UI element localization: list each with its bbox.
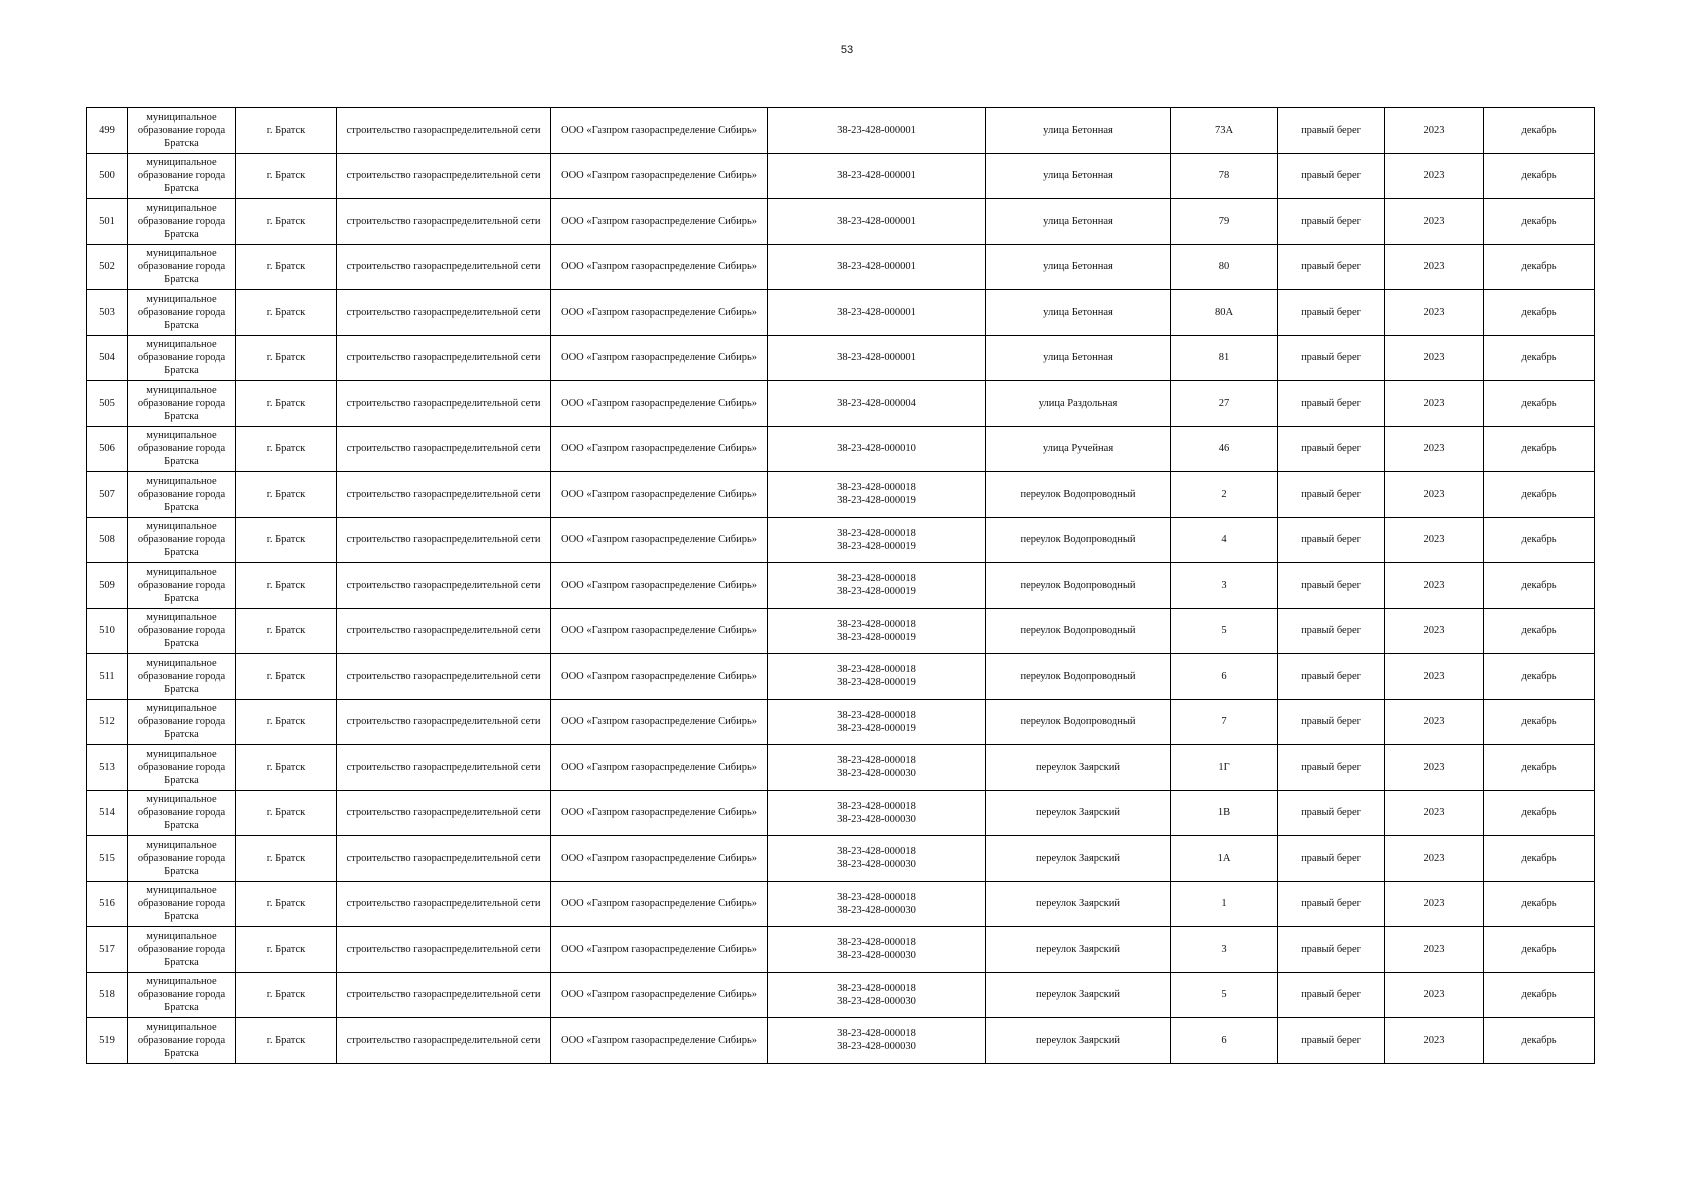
city-cell: г. Братск [236,381,337,427]
bank-cell: правый берег [1278,608,1385,654]
city-cell: г. Братск [236,153,337,199]
city-cell: г. Братск [236,790,337,836]
organization-cell: ООО «Газпром газораспределение Сибирь» [551,472,768,518]
row-number: 499 [87,108,128,154]
house-cell: 1 [1171,881,1278,927]
city-cell: г. Братск [236,472,337,518]
cadastral-cell [768,563,986,609]
bank-cell: правый берег [1278,381,1385,427]
month-cell: декабрь [1484,153,1595,199]
year-cell: 2023 [1385,244,1484,290]
municipality-cell: муниципальное образование города Братска [128,836,236,882]
row-number: 512 [87,699,128,745]
row-number: 518 [87,972,128,1018]
cadastral-cell [768,108,986,154]
organization-cell: ООО «Газпром газораспределение Сибирь» [551,972,768,1018]
month-cell: декабрь [1484,290,1595,336]
object-cell: строительство газораспределительной сети [337,608,551,654]
municipality-cell: муниципальное образование города Братска [128,790,236,836]
cadastral-cell [768,836,986,882]
cadastral-cell [768,153,986,199]
cadastral-number: 38-23-428-000018 [837,573,916,585]
organization-cell: ООО «Газпром газораспределение Сибирь» [551,927,768,973]
bank-cell: правый берег [1278,472,1385,518]
house-cell: 1А [1171,836,1278,882]
cadastral-number: 38-23-428-000019 [837,495,916,507]
house-cell: 81 [1171,335,1278,381]
month-cell: декабрь [1484,335,1595,381]
row-number: 513 [87,745,128,791]
cadastral-number: 38-23-428-000018 [837,846,916,858]
object-cell: строительство газораспределительной сети [337,927,551,973]
object-cell: строительство газораспределительной сети [337,1018,551,1064]
cadastral-cell [768,972,986,1018]
house-cell: 27 [1171,381,1278,427]
cadastral-number: 38-23-428-000018 [837,664,916,676]
table-row [87,335,1595,381]
year-cell: 2023 [1385,927,1484,973]
year-cell: 2023 [1385,517,1484,563]
object-cell: строительство газораспределительной сети [337,654,551,700]
cadastral-number: 38-23-428-000030 [837,768,916,780]
month-cell: декабрь [1484,654,1595,700]
bank-cell: правый берег [1278,790,1385,836]
month-cell: декабрь [1484,927,1595,973]
month-cell: декабрь [1484,881,1595,927]
table-row [87,153,1595,199]
object-cell: строительство газораспределительной сети [337,881,551,927]
bank-cell: правый берег [1278,699,1385,745]
cadastral-number: 38-23-428-000030 [837,904,916,916]
table-row [87,517,1595,563]
cadastral-cell [768,335,986,381]
organization-cell: ООО «Газпром газораспределение Сибирь» [551,836,768,882]
bank-cell: правый берег [1278,108,1385,154]
city-cell: г. Братск [236,654,337,700]
organization-cell: ООО «Газпром газораспределение Сибирь» [551,699,768,745]
organization-cell: ООО «Газпром газораспределение Сибирь» [551,654,768,700]
year-cell: 2023 [1385,290,1484,336]
table-row [87,654,1595,700]
municipality-cell: муниципальное образование города Братска [128,244,236,290]
bank-cell: правый берег [1278,244,1385,290]
table-row [87,790,1595,836]
city-cell: г. Братск [236,608,337,654]
municipality-cell: муниципальное образование города Братска [128,608,236,654]
object-cell: строительство газораспределительной сети [337,699,551,745]
organization-cell: ООО «Газпром газораспределение Сибирь» [551,1018,768,1064]
row-number: 514 [87,790,128,836]
registry-rows [87,108,1595,1064]
house-cell: 80А [1171,290,1278,336]
bank-cell: правый берег [1278,290,1385,336]
house-cell: 80 [1171,244,1278,290]
street-cell: переулок Заярский [986,836,1171,882]
city-cell: г. Братск [236,836,337,882]
month-cell: декабрь [1484,244,1595,290]
bank-cell: правый берег [1278,1018,1385,1064]
street-cell: улица Бетонная [986,290,1171,336]
cadastral-number: 38-23-428-000018 [837,618,916,630]
street-cell: переулок Водопроводный [986,563,1171,609]
object-cell: строительство газораспределительной сети [337,381,551,427]
cadastral-number: 38-23-428-000001 [837,170,916,182]
table-row [87,199,1595,245]
street-cell: переулок Водопроводный [986,654,1171,700]
table-row [87,381,1595,427]
month-cell: декабрь [1484,699,1595,745]
year-cell: 2023 [1385,836,1484,882]
object-cell: строительство газораспределительной сети [337,153,551,199]
month-cell: декабрь [1484,836,1595,882]
bank-cell: правый берег [1278,881,1385,927]
municipality-cell: муниципальное образование города Братска [128,699,236,745]
year-cell: 2023 [1385,699,1484,745]
street-cell: переулок Водопроводный [986,608,1171,654]
table-row [87,108,1595,154]
street-cell: переулок Заярский [986,972,1171,1018]
cadastral-number: 38-23-428-000018 [837,482,916,494]
object-cell: строительство газораспределительной сети [337,335,551,381]
object-cell: строительство газораспределительной сети [337,972,551,1018]
row-number: 503 [87,290,128,336]
bank-cell: правый берег [1278,153,1385,199]
municipality-cell: муниципальное образование города Братска [128,426,236,472]
cadastral-number: 38-23-428-000004 [837,397,916,409]
bank-cell: правый берег [1278,654,1385,700]
row-number: 502 [87,244,128,290]
table-row [87,426,1595,472]
cadastral-number: 38-23-428-000019 [837,540,916,552]
municipality-cell: муниципальное образование города Братска [128,654,236,700]
object-cell: строительство газораспределительной сети [337,836,551,882]
municipality-cell: муниципальное образование города Братска [128,927,236,973]
table-row [87,290,1595,336]
city-cell: г. Братск [236,335,337,381]
cadastral-cell [768,1018,986,1064]
cadastral-number: 38-23-428-000018 [837,709,916,721]
page-number: 53 [840,44,854,56]
street-cell: улица Бетонная [986,199,1171,245]
table-row [87,563,1595,609]
street-cell: улица Ручейная [986,426,1171,472]
object-cell: строительство газораспределительной сети [337,745,551,791]
organization-cell: ООО «Газпром газораспределение Сибирь» [551,881,768,927]
municipality-cell: муниципальное образование города Братска [128,108,236,154]
house-cell: 6 [1171,1018,1278,1064]
year-cell: 2023 [1385,199,1484,245]
cadastral-cell [768,517,986,563]
cadastral-number: 38-23-428-000018 [837,800,916,812]
municipality-cell: муниципальное образование города Братска [128,563,236,609]
cadastral-number: 38-23-428-000030 [837,859,916,871]
object-cell: строительство газораспределительной сети [337,108,551,154]
row-number: 509 [87,563,128,609]
cadastral-number: 38-23-428-000018 [837,527,916,539]
row-number: 505 [87,381,128,427]
cadastral-cell [768,199,986,245]
municipality-cell: муниципальное образование города Братска [128,335,236,381]
month-cell: декабрь [1484,426,1595,472]
street-cell: переулок Водопроводный [986,517,1171,563]
organization-cell: ООО «Газпром газораспределение Сибирь» [551,244,768,290]
row-number: 504 [87,335,128,381]
house-cell: 79 [1171,199,1278,245]
cadastral-cell [768,472,986,518]
city-cell: г. Братск [236,426,337,472]
cadastral-cell [768,699,986,745]
house-cell: 3 [1171,927,1278,973]
street-cell: переулок Заярский [986,881,1171,927]
table-row [87,881,1595,927]
registry-table [86,107,1595,1064]
house-cell: 1В [1171,790,1278,836]
organization-cell: ООО «Газпром газораспределение Сибирь» [551,517,768,563]
street-cell: переулок Заярский [986,1018,1171,1064]
bank-cell: правый берег [1278,335,1385,381]
cadastral-number: 38-23-428-000030 [837,950,916,962]
municipality-cell: муниципальное образование города Братска [128,745,236,791]
cadastral-number: 38-23-428-000019 [837,631,916,643]
month-cell: декабрь [1484,608,1595,654]
municipality-cell: муниципальное образование города Братска [128,472,236,518]
object-cell: строительство газораспределительной сети [337,472,551,518]
cadastral-cell [768,654,986,700]
house-cell: 3 [1171,563,1278,609]
table-row [87,836,1595,882]
month-cell: декабрь [1484,1018,1595,1064]
city-cell: г. Братск [236,745,337,791]
city-cell: г. Братск [236,199,337,245]
house-cell: 4 [1171,517,1278,563]
municipality-cell: муниципальное образование города Братска [128,972,236,1018]
year-cell: 2023 [1385,472,1484,518]
year-cell: 2023 [1385,790,1484,836]
city-cell: г. Братск [236,108,337,154]
organization-cell: ООО «Газпром газораспределение Сибирь» [551,790,768,836]
cadastral-number: 38-23-428-000030 [837,995,916,1007]
object-cell: строительство газораспределительной сети [337,290,551,336]
bank-cell: правый берег [1278,563,1385,609]
row-number: 516 [87,881,128,927]
municipality-cell: муниципальное образование города Братска [128,199,236,245]
cadastral-cell [768,790,986,836]
cadastral-number: 38-23-428-000018 [837,937,916,949]
table-row [87,699,1595,745]
organization-cell: ООО «Газпром газораспределение Сибирь» [551,426,768,472]
bank-cell: правый берег [1278,836,1385,882]
month-cell: декабрь [1484,972,1595,1018]
municipality-cell: муниципальное образование города Братска [128,381,236,427]
house-cell: 78 [1171,153,1278,199]
cadastral-number: 38-23-428-000018 [837,982,916,994]
cadastral-number: 38-23-428-000001 [837,352,916,364]
table-row [87,927,1595,973]
city-cell: г. Братск [236,972,337,1018]
year-cell: 2023 [1385,153,1484,199]
table-row [87,745,1595,791]
house-cell: 73А [1171,108,1278,154]
month-cell: декабрь [1484,745,1595,791]
cadastral-cell [768,381,986,427]
house-cell: 6 [1171,654,1278,700]
cadastral-number: 38-23-428-000001 [837,215,916,227]
organization-cell: ООО «Газпром газораспределение Сибирь» [551,153,768,199]
year-cell: 2023 [1385,563,1484,609]
table-row [87,472,1595,518]
city-cell: г. Братск [236,244,337,290]
row-number: 510 [87,608,128,654]
cadastral-number: 38-23-428-000010 [837,443,916,455]
city-cell: г. Братск [236,517,337,563]
cadastral-number: 38-23-428-000001 [837,124,916,136]
table-row [87,1018,1595,1064]
row-number: 517 [87,927,128,973]
object-cell: строительство газораспределительной сети [337,199,551,245]
object-cell: строительство газораспределительной сети [337,244,551,290]
city-cell: г. Братск [236,699,337,745]
cadastral-number: 38-23-428-000019 [837,677,916,689]
street-cell: улица Бетонная [986,244,1171,290]
cadastral-number: 38-23-428-000018 [837,1028,916,1040]
organization-cell: ООО «Газпром газораспределение Сибирь» [551,335,768,381]
month-cell: декабрь [1484,472,1595,518]
city-cell: г. Братск [236,927,337,973]
cadastral-number: 38-23-428-000001 [837,306,916,318]
city-cell: г. Братск [236,563,337,609]
cadastral-number: 38-23-428-000030 [837,1041,916,1053]
year-cell: 2023 [1385,108,1484,154]
street-cell: улица Бетонная [986,108,1171,154]
object-cell: строительство газораспределительной сети [337,517,551,563]
object-cell: строительство газораспределительной сети [337,790,551,836]
month-cell: декабрь [1484,199,1595,245]
organization-cell: ООО «Газпром газораспределение Сибирь» [551,108,768,154]
cadastral-number: 38-23-428-000030 [837,813,916,825]
street-cell: переулок Заярский [986,927,1171,973]
cadastral-cell [768,608,986,654]
house-cell: 46 [1171,426,1278,472]
bank-cell: правый берег [1278,517,1385,563]
table-row [87,972,1595,1018]
street-cell: улица Бетонная [986,153,1171,199]
row-number: 515 [87,836,128,882]
organization-cell: ООО «Газпром газораспределение Сибирь» [551,563,768,609]
row-number: 511 [87,654,128,700]
year-cell: 2023 [1385,335,1484,381]
year-cell: 2023 [1385,745,1484,791]
organization-cell: ООО «Газпром газораспределение Сибирь» [551,199,768,245]
house-cell: 7 [1171,699,1278,745]
month-cell: декабрь [1484,381,1595,427]
object-cell: строительство газораспределительной сети [337,426,551,472]
cadastral-cell [768,745,986,791]
house-cell: 5 [1171,608,1278,654]
month-cell: декабрь [1484,517,1595,563]
row-number: 519 [87,1018,128,1064]
row-number: 508 [87,517,128,563]
house-cell: 2 [1171,472,1278,518]
row-number: 500 [87,153,128,199]
cadastral-number: 38-23-428-000018 [837,891,916,903]
cadastral-cell [768,927,986,973]
cadastral-number: 38-23-428-000019 [837,722,916,734]
street-cell: переулок Водопроводный [986,472,1171,518]
cadastral-cell [768,881,986,927]
cadastral-cell [768,290,986,336]
cadastral-number: 38-23-428-000001 [837,261,916,273]
municipality-cell: муниципальное образование города Братска [128,1018,236,1064]
bank-cell: правый берег [1278,745,1385,791]
table-row [87,244,1595,290]
street-cell: улица Бетонная [986,335,1171,381]
city-cell: г. Братск [236,290,337,336]
year-cell: 2023 [1385,381,1484,427]
year-cell: 2023 [1385,881,1484,927]
cadastral-number: 38-23-428-000018 [837,755,916,767]
year-cell: 2023 [1385,426,1484,472]
street-cell: переулок Водопроводный [986,699,1171,745]
municipality-cell: муниципальное образование города Братска [128,517,236,563]
month-cell: декабрь [1484,790,1595,836]
month-cell: декабрь [1484,108,1595,154]
bank-cell: правый берег [1278,972,1385,1018]
row-number: 506 [87,426,128,472]
organization-cell: ООО «Газпром газораспределение Сибирь» [551,381,768,427]
city-cell: г. Братск [236,881,337,927]
street-cell: переулок Заярский [986,790,1171,836]
house-cell: 1Г [1171,745,1278,791]
cadastral-number: 38-23-428-000019 [837,586,916,598]
month-cell: декабрь [1484,563,1595,609]
organization-cell: ООО «Газпром газораспределение Сибирь» [551,745,768,791]
cadastral-cell [768,426,986,472]
year-cell: 2023 [1385,972,1484,1018]
bank-cell: правый берег [1278,199,1385,245]
table-row [87,608,1595,654]
municipality-cell: муниципальное образование города Братска [128,290,236,336]
bank-cell: правый берег [1278,927,1385,973]
house-cell: 5 [1171,972,1278,1018]
row-number: 507 [87,472,128,518]
year-cell: 2023 [1385,654,1484,700]
street-cell: переулок Заярский [986,745,1171,791]
organization-cell: ООО «Газпром газораспределение Сибирь» [551,608,768,654]
object-cell: строительство газораспределительной сети [337,563,551,609]
municipality-cell: муниципальное образование города Братска [128,881,236,927]
organization-cell: ООО «Газпром газораспределение Сибирь» [551,290,768,336]
municipality-cell: муниципальное образование города Братска [128,153,236,199]
year-cell: 2023 [1385,608,1484,654]
year-cell: 2023 [1385,1018,1484,1064]
city-cell: г. Братск [236,1018,337,1064]
cadastral-cell [768,244,986,290]
street-cell: улица Раздольная [986,381,1171,427]
row-number: 501 [87,199,128,245]
bank-cell: правый берег [1278,426,1385,472]
